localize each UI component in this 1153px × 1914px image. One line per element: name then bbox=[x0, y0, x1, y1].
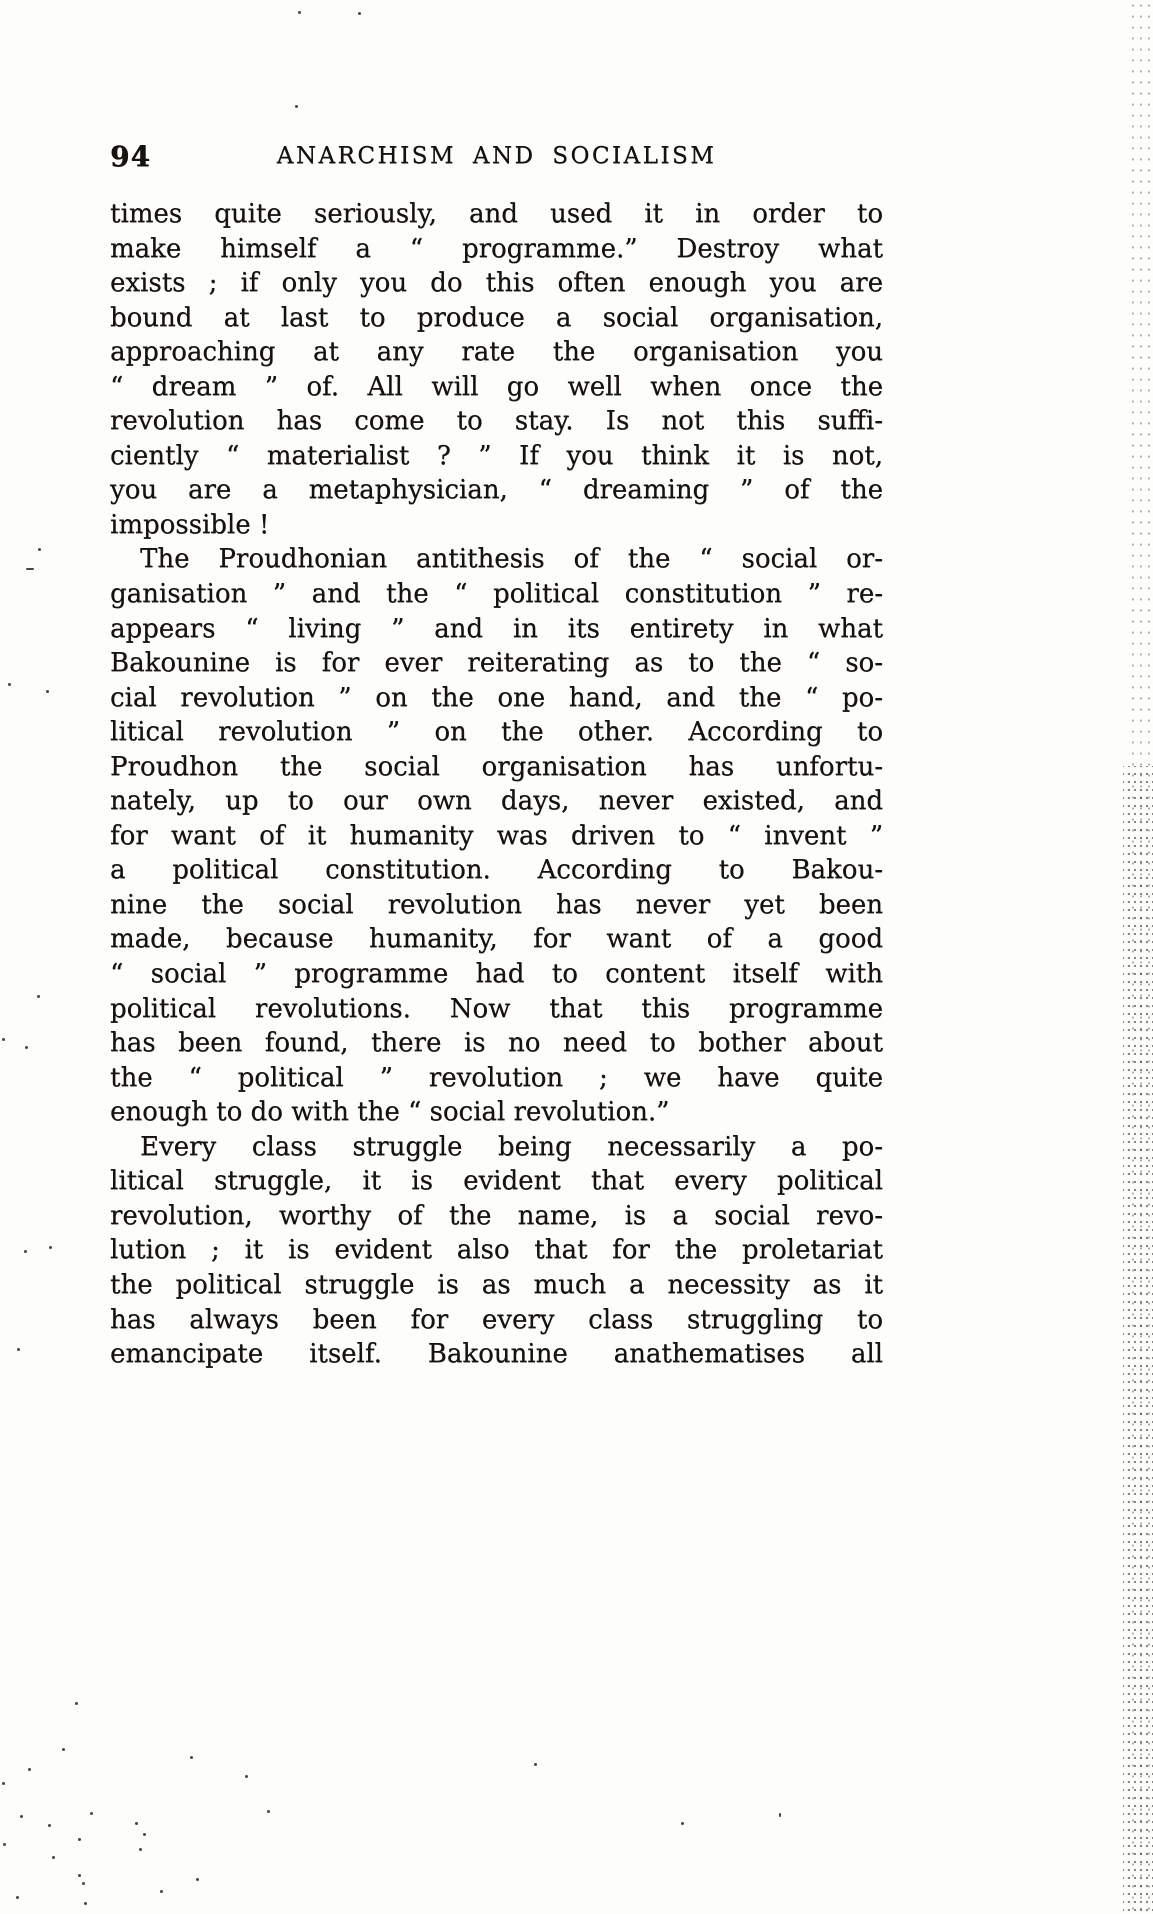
paper-speck bbox=[160, 1890, 163, 1893]
paper-speck bbox=[46, 690, 49, 693]
paper-speck bbox=[190, 1756, 193, 1759]
paper-speck bbox=[25, 1046, 28, 1049]
text-line: Bakounine is for ever reiterating as to the “ so- bbox=[110, 648, 883, 679]
text-line: a political constitution. According to Bakou- bbox=[110, 855, 883, 886]
text-line: times quite seriously, and used it in order to bbox=[110, 199, 883, 229]
text-line: litical struggle, it is evident that every political bbox=[110, 1166, 883, 1197]
paper-speck bbox=[20, 1815, 23, 1818]
text-line: has been found, there is no need to bother about bbox=[110, 1028, 883, 1059]
paper-speck bbox=[78, 1838, 81, 1841]
running-title: ANARCHISM AND SOCIALISM bbox=[276, 143, 717, 169]
paper-speck bbox=[139, 1848, 142, 1851]
text-line: revolution has come to stay. Is not this suffi- bbox=[110, 406, 883, 437]
paper-speck bbox=[28, 1768, 31, 1771]
paper-speck bbox=[779, 1813, 781, 1817]
text-line: The Proudhonian antithesis of the “ social or- bbox=[140, 544, 883, 575]
paragraph bbox=[110, 542, 883, 1129]
text-line: Every class struggle being necessarily a po- bbox=[140, 1131, 883, 1162]
text-line: make himself a “ programme.” Destroy what bbox=[110, 233, 883, 264]
text-line: the political struggle is as much a necessity as it bbox=[110, 1269, 883, 1300]
paper-speck bbox=[196, 1878, 199, 1881]
text-line: “ social ” programme had to content itself with bbox=[110, 959, 883, 990]
text-line: cial revolution ” on the one hand, and the “ po- bbox=[110, 682, 883, 713]
text-line: for want of it humanity was driven to “ invent ” bbox=[110, 820, 883, 851]
text-line: appears “ living ” and in its entirety in what bbox=[110, 613, 883, 644]
text-line: bound at last to produce a social organisation, bbox=[110, 302, 883, 333]
paper-speck bbox=[48, 1824, 51, 1827]
paper-speck bbox=[295, 105, 298, 108]
paper-speck bbox=[298, 11, 301, 14]
paper-speck bbox=[16, 1896, 19, 1899]
text-line: nine the social revolution has never yet been bbox=[110, 889, 883, 920]
text-line: political revolutions. Now that this programme bbox=[110, 993, 883, 1024]
text-line: ciently “ materialist ? ” If you think it is not, bbox=[110, 440, 883, 471]
text-line: made, because humanity, for want of a good bbox=[110, 924, 883, 955]
paper-speck bbox=[90, 1812, 93, 1815]
text-line: enough to do with the “ social revolution.” bbox=[110, 1097, 670, 1128]
paper-speck bbox=[534, 1763, 537, 1766]
scan-noise-right-band-dense bbox=[1123, 766, 1153, 1914]
text-line: Proudhon the social organisation has unfortu- bbox=[110, 751, 883, 782]
paper-speck bbox=[8, 683, 11, 686]
text-line: “ dream ” of. All will go well when once the bbox=[110, 371, 883, 402]
paragraph bbox=[110, 1130, 883, 1372]
paper-speck bbox=[245, 1775, 248, 1778]
paper-speck bbox=[75, 1702, 78, 1705]
paper-speck bbox=[52, 1856, 55, 1859]
paper-speck bbox=[82, 1882, 85, 1885]
paper-speck bbox=[78, 1874, 81, 1877]
paper-speck bbox=[2, 1782, 5, 1785]
paper-speck bbox=[681, 1822, 684, 1825]
page-header bbox=[110, 140, 883, 180]
paper-speck bbox=[135, 1822, 138, 1825]
paper-speck bbox=[37, 995, 40, 998]
text-line: approaching at any rate the organisation you bbox=[110, 337, 883, 368]
paragraph bbox=[110, 197, 883, 542]
text-line: nately, up to our own days, never existed, and bbox=[110, 786, 883, 817]
paper-speck bbox=[84, 1902, 87, 1905]
paper-speck bbox=[24, 1250, 27, 1253]
text-block bbox=[110, 197, 883, 1372]
text-line: the “ political ” revolution ; we have quite bbox=[110, 1062, 883, 1093]
paper-speck bbox=[3, 1843, 6, 1846]
paper-speck bbox=[26, 568, 34, 570]
paper-speck bbox=[62, 1748, 65, 1751]
paper-speck bbox=[49, 1246, 52, 1249]
text-line: has always been for every class struggling to bbox=[110, 1304, 883, 1335]
paper-speck bbox=[17, 1348, 20, 1351]
text-line: emancipate itself. Bakounine anathematises all bbox=[110, 1339, 883, 1370]
text-line: you are a metaphysician, “ dreaming ” of the bbox=[110, 475, 883, 506]
paper-speck bbox=[358, 12, 361, 15]
paper-speck bbox=[38, 548, 41, 551]
paper-speck bbox=[143, 1833, 146, 1836]
text-line: litical revolution ” on the other. According to bbox=[110, 717, 883, 748]
text-line: impossible ! bbox=[110, 509, 270, 540]
paper-speck bbox=[267, 1810, 270, 1813]
paper-speck bbox=[2, 1038, 5, 1041]
text-line: lution ; it is evident also that for the proletariat bbox=[110, 1235, 883, 1266]
text-line: revolution, worthy of the name, is a social revo- bbox=[110, 1200, 883, 1231]
text-line: exists ; if only you do this often enough you are bbox=[110, 268, 883, 299]
page-number: 94 bbox=[110, 140, 151, 173]
text-line: ganisation ” and the “ political constitution ” re- bbox=[110, 579, 883, 610]
